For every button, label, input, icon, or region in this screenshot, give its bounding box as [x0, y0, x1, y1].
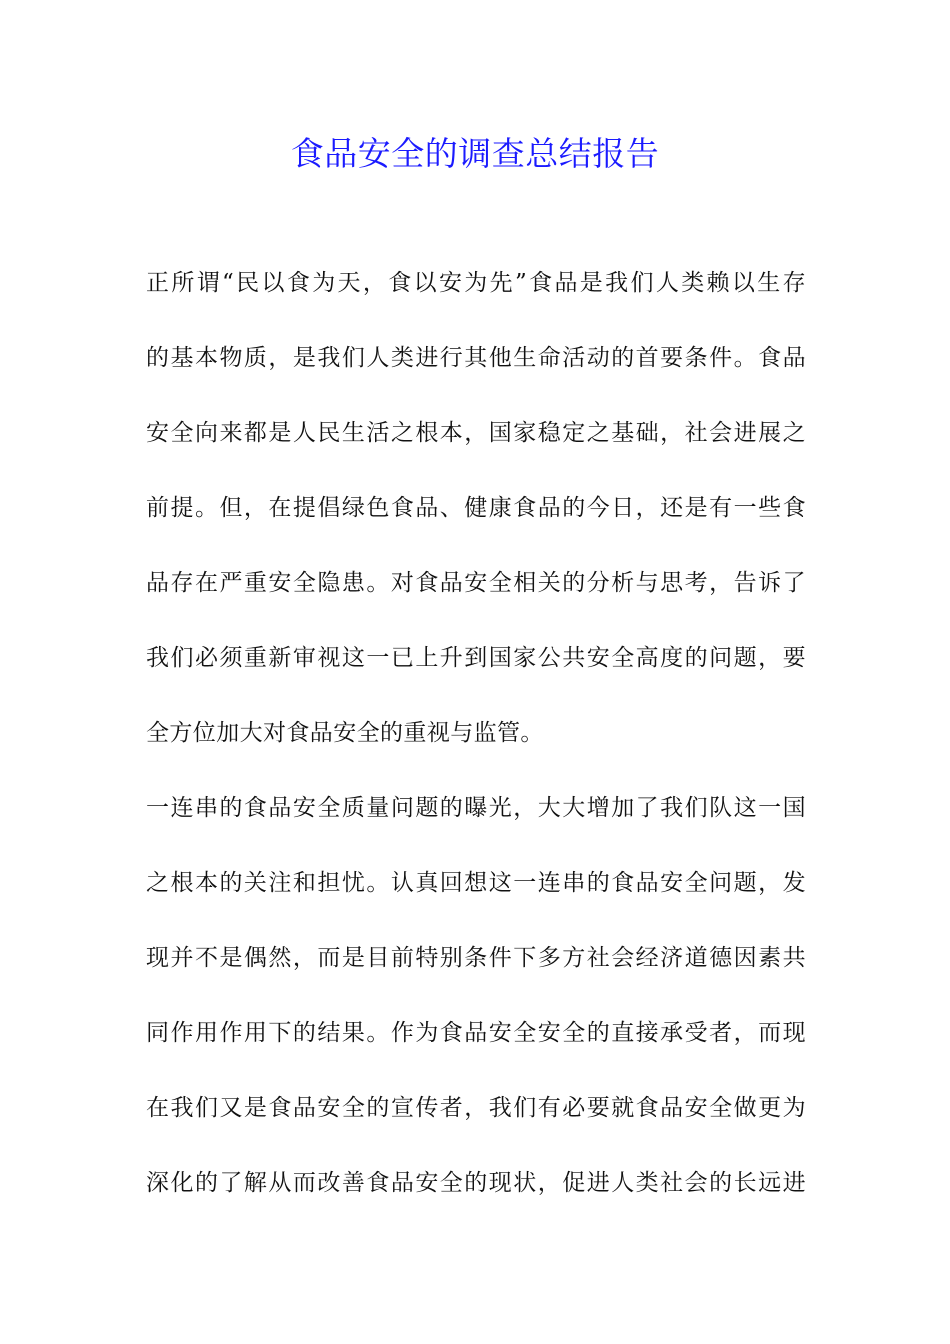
document-title: 食品安全的调查总结报告 [290, 134, 660, 173]
paragraph-line: 安全向来都是人民生活之根本，国家稳定之基础，社会进展之 [146, 420, 806, 446]
paragraph-line: 我们必须重新审视这一已上升到国家公共安全高度的问题，要 [146, 645, 806, 671]
paragraph-line: 在我们又是食品安全的宣传者，我们有必要就食品安全做更为 [146, 1095, 806, 1121]
paragraph-line: 品存在严重安全隐患。对食品安全相关的分析与思考，告诉了 [146, 570, 806, 596]
paragraph-line: 正所谓“民以食为天，食以安为先”食品是我们人类赖以生存 [146, 270, 806, 296]
paragraph-line: 一连串的食品安全质量问题的曝光，大大增加了我们队这一国 [146, 795, 806, 821]
paragraph-line: 全方位加大对食品安全的重视与监管。 [146, 720, 544, 746]
paragraph-line: 现并不是偶然，而是目前特别条件下多方社会经济道德因素共 [146, 945, 806, 971]
document-body [146, 261, 806, 1236]
paragraph-line: 同作用作用下的结果。作为食品安全安全的直接承受者，而现 [146, 1020, 806, 1046]
paragraph-line: 之根本的关注和担忧。认真回想这一连串的食品安全问题，发 [146, 870, 806, 896]
paragraph-line: 的基本物质，是我们人类进行其他生命活动的首要条件。食品 [146, 345, 806, 371]
paragraph-line: 深化的了解从而改善食品安全的现状，促进人类社会的长远进 [146, 1170, 806, 1196]
paragraph-line: 前提。但，在提倡绿色食品、健康食品的今日，还是有一些食 [146, 495, 806, 521]
